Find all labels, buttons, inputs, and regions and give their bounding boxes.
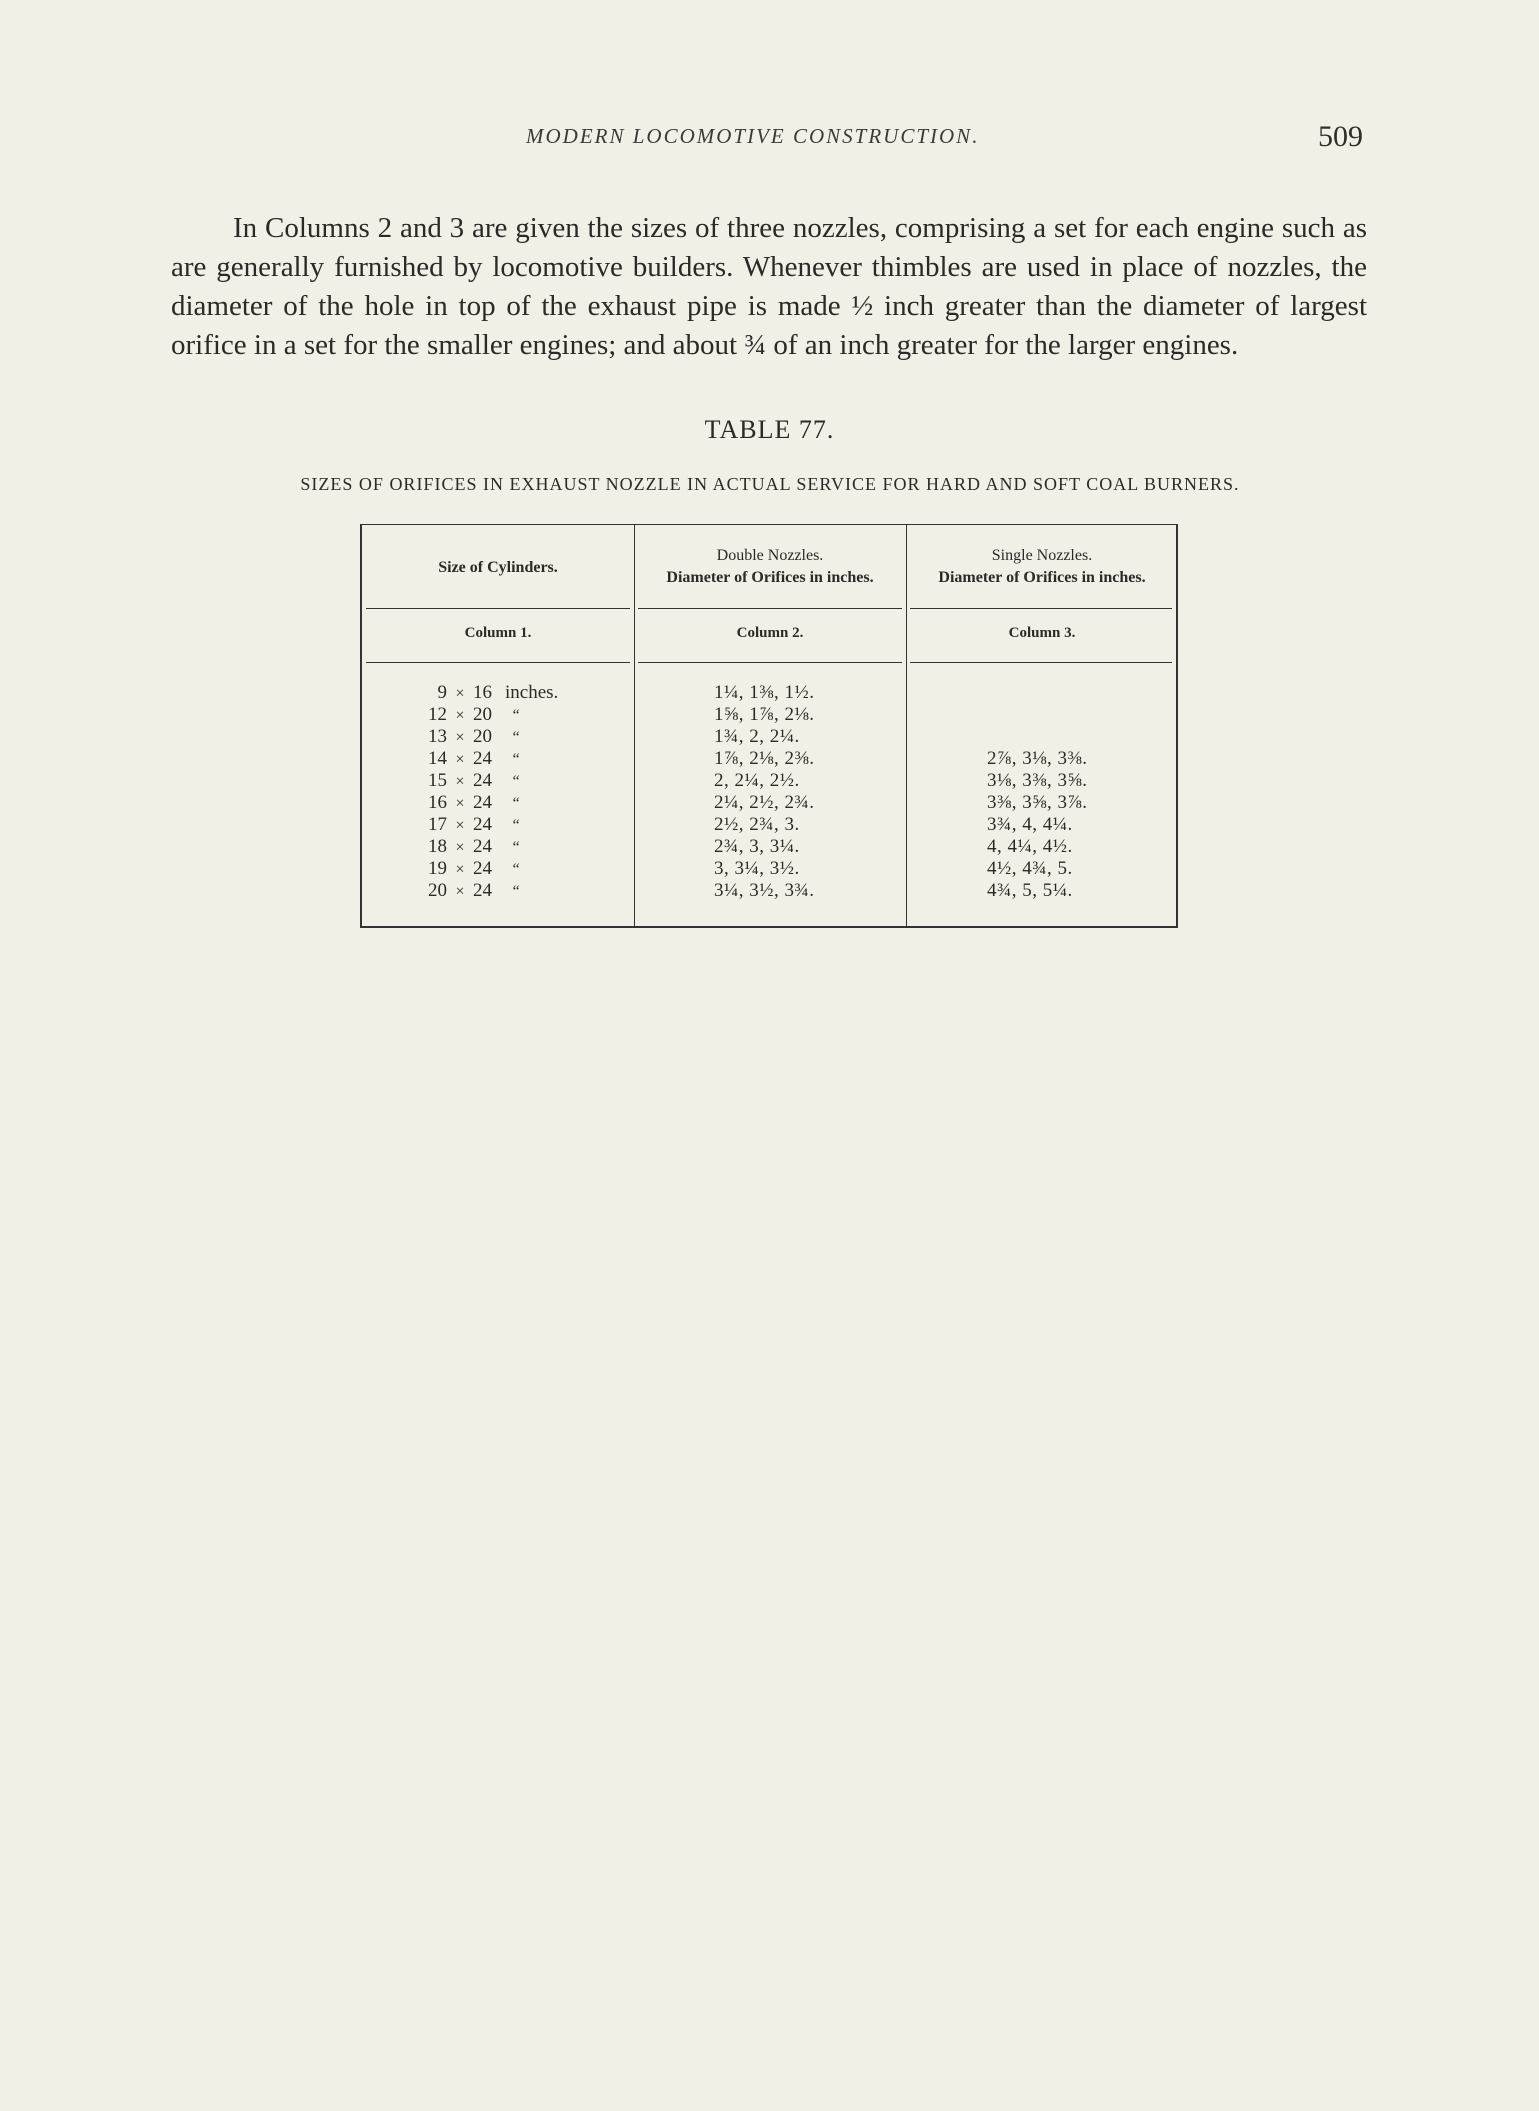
header-size-of-cylinders: Size of Cylinders. [438,559,558,576]
cylinder-size: 15 × 24 “ [428,770,520,791]
column-number-1: Column 1. [464,625,532,641]
double-nozzle-orifices: 2½, 2¾, 3. [714,814,800,835]
table-row [362,792,1178,814]
cylinder-size: 16 × 24 “ [428,792,520,813]
header-single-nozzles: Single Nozzles. [991,547,1093,564]
double-nozzle-orifices: 1¾, 2, 2¼. [714,726,800,747]
header-rule [910,608,1172,609]
table-row [362,814,1178,836]
table-row [362,704,1178,726]
cylinder-size: 20 × 24 “ [428,880,520,901]
double-nozzle-orifices: 1⅞, 2⅛, 2⅜. [714,748,815,769]
table-caption: SIZES OF ORIFICES IN EXHAUST NOZZLE IN ACTUAL SERVICE FOR HARD AND SOFT COAL BURNERS. [300,474,1240,494]
double-nozzle-orifices: 2, 2¼, 2½. [714,770,800,791]
double-nozzle-orifices: 2¼, 2½, 2¾. [714,792,815,813]
cylinder-size: 9 × 16 inches. [437,682,559,703]
table-row [362,682,1178,704]
header-double-nozzles: Double Nozzles. [716,547,824,564]
single-nozzle-orifices: 4½, 4¾, 5. [987,858,1073,879]
single-nozzle-orifices: 3⅛, 3⅜, 3⅝. [987,770,1088,791]
header-double-diameter: Diameter of Orifices in inches. [666,569,874,586]
table-row [362,726,1178,748]
header-rule [638,608,902,609]
single-nozzle-orifices: 3⅜, 3⅝, 3⅞. [987,792,1088,813]
column-number-rule [910,662,1172,663]
column-number-2: Column 2. [736,625,804,641]
cylinder-size: 13 × 20 “ [428,726,520,747]
single-nozzle-orifices: 2⅞, 3⅛, 3⅜. [987,748,1088,769]
double-nozzle-orifices: 3¼, 3½, 3¾. [714,880,815,901]
double-nozzle-orifices: 1¼, 1⅜, 1½. [714,682,815,703]
single-nozzle-orifices: 3¾, 4, 4¼. [987,814,1073,835]
cylinder-size: 18 × 24 “ [428,836,520,857]
table-row [362,880,1178,902]
table-row [362,748,1178,770]
cylinder-size: 14 × 24 “ [428,748,520,769]
double-nozzle-orifices: 1⅝, 1⅞, 2⅛. [714,704,815,725]
single-nozzle-orifices: 4, 4¼, 4½. [987,836,1073,857]
double-nozzle-orifices: 3, 3¼, 3½. [714,858,800,879]
column-number-rule [638,662,902,663]
double-nozzle-orifices: 2¾, 3, 3¼. [714,836,800,857]
header-rule [366,608,630,609]
cylinder-size: 19 × 24 “ [428,858,520,879]
table-row [362,770,1178,792]
column-number-3: Column 3. [1008,625,1076,641]
cylinder-size: 12 × 20 “ [428,704,520,725]
running-title: MODERN LOCOMOTIVE CONSTRUCTION. [526,124,980,148]
single-nozzle-orifices: 4¾, 5, 5¼. [987,880,1073,901]
table-row [362,858,1178,880]
cylinder-size: 17 × 24 “ [428,814,520,835]
body-paragraph: In Columns 2 and 3 are given the sizes of three nozzles, comprising a set for each engine such as are generally furnished by locomotive builders. Whenever thimbles are used in place of nozzles, the diameter of the hole in top of the exhaust pipe is made ½ inch greater than the diameter of largest orifice in a set for the smaller engines; and about ¾ of an inch greater for the larger engines. [171,212,1367,361]
table-row [362,836,1178,858]
orifice-table [360,524,1178,928]
page-number: 509 [1318,120,1363,153]
column-number-rule [366,662,630,663]
header-single-diameter: Diameter of Orifices in inches. [938,569,1146,586]
table-title: TABLE 77. [704,415,835,444]
